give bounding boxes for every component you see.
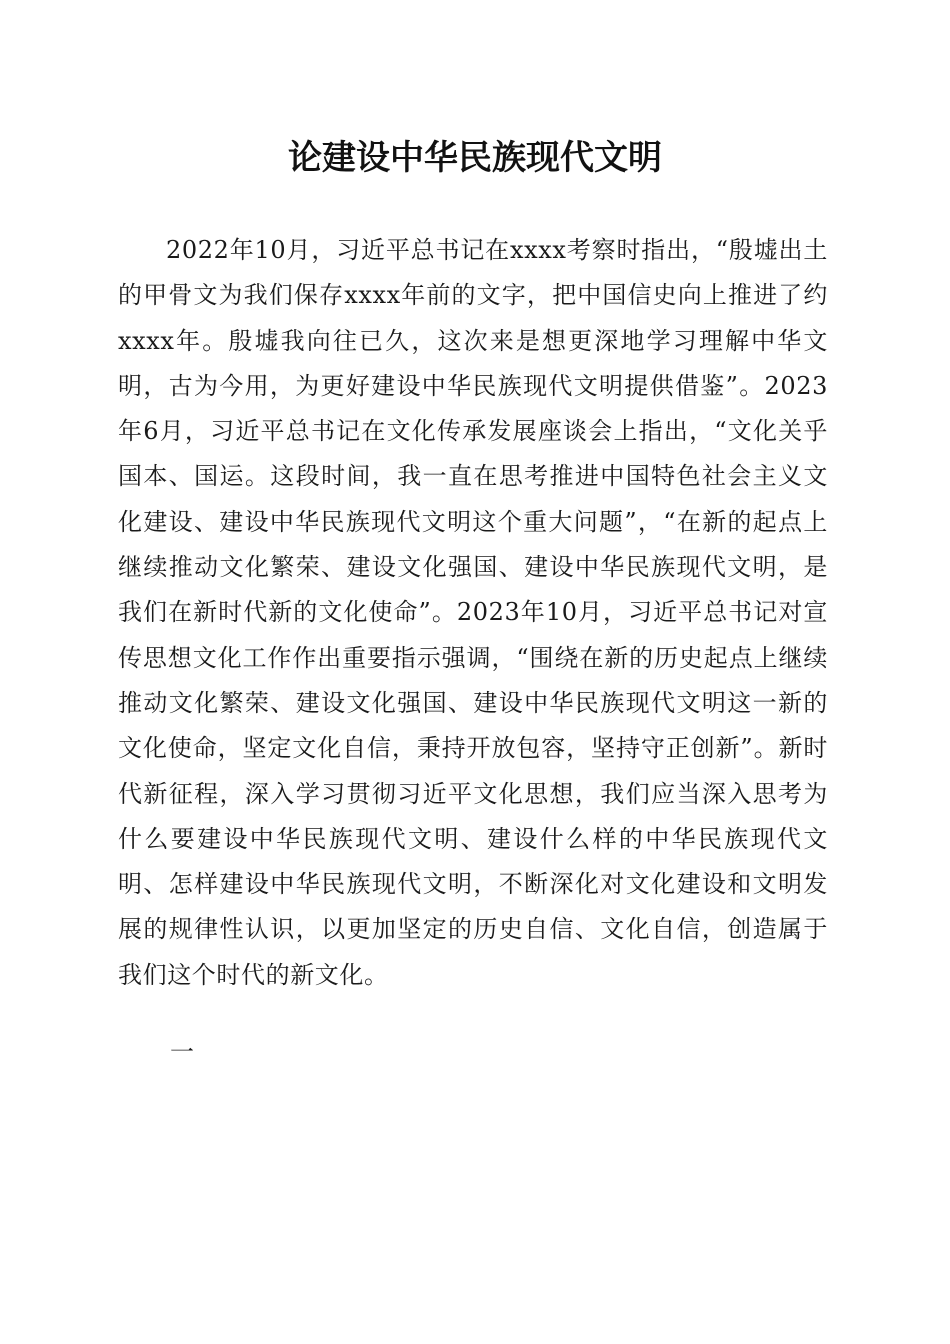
- body-paragraph: 2022年10月，习近平总书记在xxxx考察时指出，“殷墟出土的甲骨文为我们保存xxxx年前的文字，把中国信史向上推进了约xxxx年。殷墟我向往已久，这次来是想更深地学习理解中华文明，古为今用，为更好建设中华民族现代文明提供借鉴”。2023年6月，习近平总书记在文化传承发展座谈会上指出，“文化关乎国本、国运。这段时间，我一直在思考推进中国特色社会主义文化建设、建设中华民族现代文明这个重大问题”，“在新的起点上继续推动文化繁荣、建设文化强国、建设中华民族现代文明，是我们在新时代新的文化使命”。2023年10月，习近平总书记对宣传思想文化工作作出重要指示强调，“围绕在新的历史起点上继续推动文化繁荣、建设文化强国、建设中华民族现代文明这一新的文化使命，坚定文化自信，秉持开放包容，坚持守正创新”。新时代新征程，深入学习贯彻习近平文化思想，我们应当深入思考为什么要建设中华民族现代文明、建设什么样的中华民族现代文明、怎样建设中华民族现代文明，不断深化对文化建设和文明发展的规律性认识，以更加坚定的历史自信、文化自信，创造属于我们这个时代的新文化。: [118, 236, 828, 989]
- document-title: 论建设中华民族现代文明: [288, 138, 662, 178]
- section-numeral: 一: [170, 1038, 194, 1066]
